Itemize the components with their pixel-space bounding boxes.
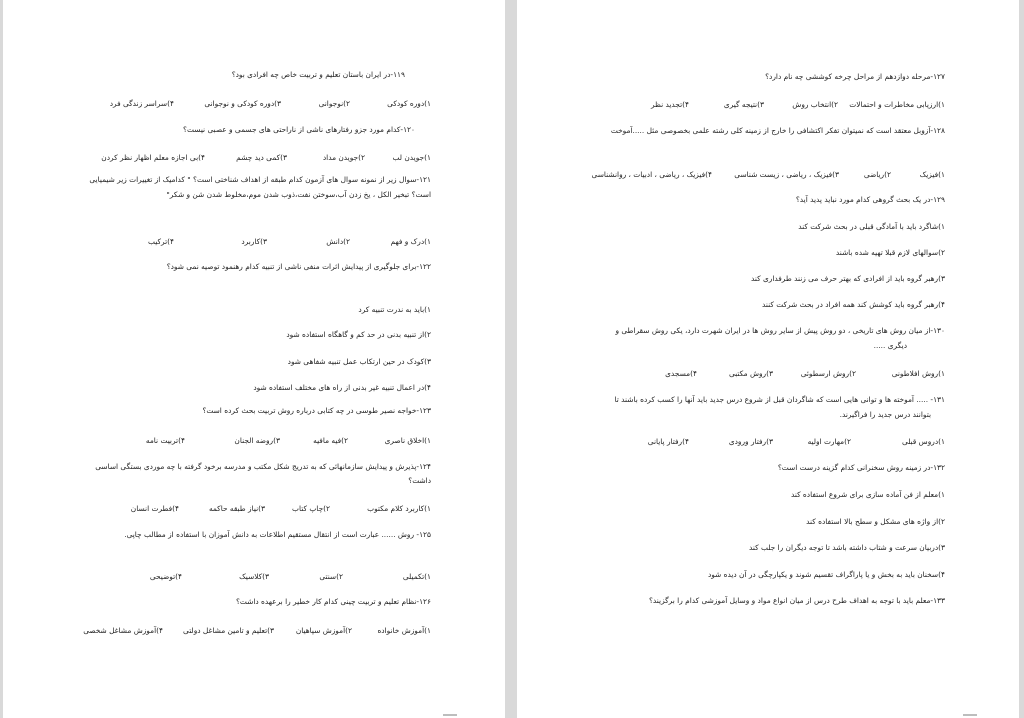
option: ۴)فیزیک ، ریاضی ، ادبیات ، روانشناسی bbox=[591, 170, 712, 179]
question-130-cont: دیگری ..... bbox=[873, 341, 907, 350]
question-130: ۱۳۰-از میان روش های تاریخی ، دو روش پیش از سایر روش ها در ایران شهرت دارد، یکی روش سقراطی و bbox=[615, 326, 945, 335]
option: ۱)آموزش خانواده bbox=[377, 626, 431, 635]
option: ۴)تجدید نظر bbox=[650, 100, 689, 109]
question-132: ۱۳۲-در زمینه روش سخنرانی کدام گزینه درست است؟ bbox=[777, 463, 945, 472]
option: ۱)فیزیک bbox=[919, 170, 945, 179]
option: ۱)کاربرد کلام مکتوب bbox=[367, 504, 431, 513]
question-122: ۱۲۲-برای جلوگیری از پیدایش اثرات منفی ناشی از تنبیه کدام رهنمود توصیه نمی شود؟ bbox=[166, 262, 431, 271]
option: ۲)فیه مافیه bbox=[313, 436, 348, 445]
option: ۴)ترکیب bbox=[147, 237, 174, 246]
option: ۴)رفتار پایانی bbox=[647, 437, 689, 446]
option: ۱)دوره کودکی bbox=[387, 99, 431, 108]
option: ۳)کمی دید چشم bbox=[236, 153, 287, 162]
list-item: ۳)کودک در حین ارتکاب عمل تنبیه شفاهی شود bbox=[287, 357, 431, 366]
option: ۲)دانش bbox=[326, 237, 350, 246]
option: ۱)تکمیلی bbox=[402, 572, 431, 581]
option: ۳)دوره کودکی و نوجوانی bbox=[204, 99, 281, 108]
option: ۴)تربیت نامه bbox=[145, 436, 185, 445]
option: ۴)مسجدی bbox=[665, 369, 697, 378]
list-item: ۱)شاگرد باید با آمادگی قبلی در بحث شرکت کند bbox=[798, 222, 945, 231]
option: ۲)نوجوانی bbox=[318, 99, 350, 108]
option: ۴)آموزش مشاغل شخصی bbox=[83, 626, 163, 635]
question-121: ۱۲۱-سوال زیر از نمونه سوال های آزمون کدام طبقه از اهداف شناختی است؟ " کدامیک از تغییرات زیر شیمیایی bbox=[89, 175, 431, 184]
question-124: ۱۲۴-پذیرش و پیدایش سازمانهائی که به تدریج شکل مکتب و مدرسه برخود گرفته با چه موردی بستگی اساسی bbox=[95, 462, 431, 471]
option: ۳)روش مکتبی bbox=[728, 369, 773, 378]
option: ۲)انتخاب روش bbox=[792, 100, 838, 109]
list-item: ۲)از تنبیه بدنی در حد کم و گاهگاه استفاده شود bbox=[286, 330, 431, 339]
option: ۴)فطرت انسان bbox=[130, 504, 179, 513]
option: ۲)ریاضی bbox=[863, 170, 891, 179]
option: ۳)کلاسیک bbox=[239, 572, 269, 581]
option: ۳)کاربرد bbox=[241, 237, 267, 246]
question-133: ۱۳۳-معلم باید با توجه به اهداف طرح درس از میان انواع مواد و وسایل آموزشی کدام را برگزیند؟ bbox=[648, 596, 945, 605]
option: ۳)تعلیم و تامین مشاغل دولتی bbox=[183, 626, 274, 635]
option: ۱)درک و فهم bbox=[390, 237, 431, 246]
question-124-cont: داشت؟ bbox=[408, 476, 431, 485]
question-128: ۱۲۸-آزوبل معتقد است که نمیتوان تفکر اکتشافی را خارج از زمینه کلی رشته علمی بخصوصی مثل .....آموخت bbox=[610, 126, 945, 135]
list-item: ۲)از واژه های مشکل و سطح بالا استفاده کند bbox=[806, 517, 945, 526]
question-119: ۱۱۹-در ایران باستان تعلیم و تربیت خاص چه افرادی بود؟ bbox=[231, 70, 405, 79]
page-footer-mark bbox=[443, 714, 457, 716]
question-121-cont: است؟ تبخیر الکل ، یخ زدن آب،سوختن نفت،ذوب شدن موم،مخلوط شدن شن و شکر" bbox=[166, 190, 431, 199]
option: ۳)روضه الجنان bbox=[234, 436, 280, 445]
option: ۱)اخلاق ناصری bbox=[384, 436, 431, 445]
question-125: ۱۲۵- روش ...... عبارت است از انتقال مستقیم اطلاعات به دانش آموزان با استفاده از مطالب چاپی. bbox=[124, 530, 431, 539]
page-footer-mark bbox=[963, 714, 977, 716]
list-item: ۱)معلم از فن آماده سازی برای شروع استفاده کند bbox=[790, 490, 945, 499]
option: ۴)بی اجازه معلم اظهار نظر کردن bbox=[101, 153, 205, 162]
option: ۳)نتیجه گیری bbox=[723, 100, 764, 109]
option: ۳)فیزیک ، ریاضی ، زیست شناسی bbox=[734, 170, 839, 179]
question-131-cont: بتوانند درس جدید را فراگیرند. bbox=[839, 410, 931, 419]
option: ۲)چاپ کتاب bbox=[292, 504, 330, 513]
option: ۲)آموزش سپاهیان bbox=[295, 626, 352, 635]
option: ۲)مهارت اولیه bbox=[807, 437, 851, 446]
list-item: ۴)سخنان باید به بخش و یا پاراگراف تقسیم شوند و یکپارچگی در آن دیده شود bbox=[707, 570, 945, 579]
question-127: ۱۲۷-مرحله دوازدهم از مراحل چرخه کوششی چه نام دارد؟ bbox=[765, 72, 945, 81]
question-131: ۱۳۱- ..... آموخته ها و توانی هایی است که شاگردان قبل از شروع درس جدید باید آنها را کسب کرده باشند تا bbox=[614, 395, 945, 404]
option: ۱)ارزیابی مخاطرات و احتمالات bbox=[849, 100, 945, 109]
list-item: ۱)باید به ندرت تنبیه کرد bbox=[358, 305, 431, 314]
option: ۱)روش افلاطونی bbox=[891, 369, 945, 378]
question-126: ۱۲۶-نظام تعلیم و تربیت چینی کدام کار خطیر را برعهده داشت؟ bbox=[235, 597, 431, 606]
list-item: ۳)رهبر گروه باید از افرادی که بهتر حرف می زنند طرفداری کند bbox=[750, 274, 945, 283]
list-item: ۲)سوالهای لازم قبلا تهیه شده باشند bbox=[835, 248, 945, 257]
question-120: ۱۲۰-کدام مورد جزو رفتارهای ناشی از ناراحتی های جسمی و عصبی نیست؟ bbox=[183, 125, 415, 134]
list-item: ۴)رهبر گروه باید کوشش کند همه افراد در بحث شرکت کنند bbox=[762, 300, 945, 309]
option: ۱)جویدن لب bbox=[392, 153, 431, 162]
list-item: ۴)در اعمال تنبیه غیر بدنی از راه های مختلف استفاده شود bbox=[253, 383, 431, 392]
option: ۳)نیاز طبقه حاکمه bbox=[208, 504, 265, 513]
option: ۱)دروس قبلی bbox=[901, 437, 945, 446]
option: ۴)سراسر زندگی فرد bbox=[109, 99, 174, 108]
document-page-left bbox=[3, 0, 505, 718]
option: ۳)رفتار ورودی bbox=[728, 437, 773, 446]
option: ۲)سنتی bbox=[319, 572, 343, 581]
list-item: ۳)دربیان سرعت و شتاب داشته باشد تا توجه دیگران را جلب کند bbox=[748, 543, 945, 552]
question-129: ۱۲۹-در یک بحث گروهی کدام مورد نباید پدید آید؟ bbox=[795, 195, 945, 204]
option: ۴)توضیحی bbox=[149, 572, 182, 581]
document-page-right bbox=[517, 0, 1019, 718]
option: ۲)روش ارسطوئی bbox=[800, 369, 856, 378]
question-123: ۱۲۳-خواجه نصیر طوسی در چه کتابی درباره روش تربیت بحث کرده است؟ bbox=[202, 406, 431, 415]
option: ۲)جویدن مداد bbox=[322, 153, 365, 162]
